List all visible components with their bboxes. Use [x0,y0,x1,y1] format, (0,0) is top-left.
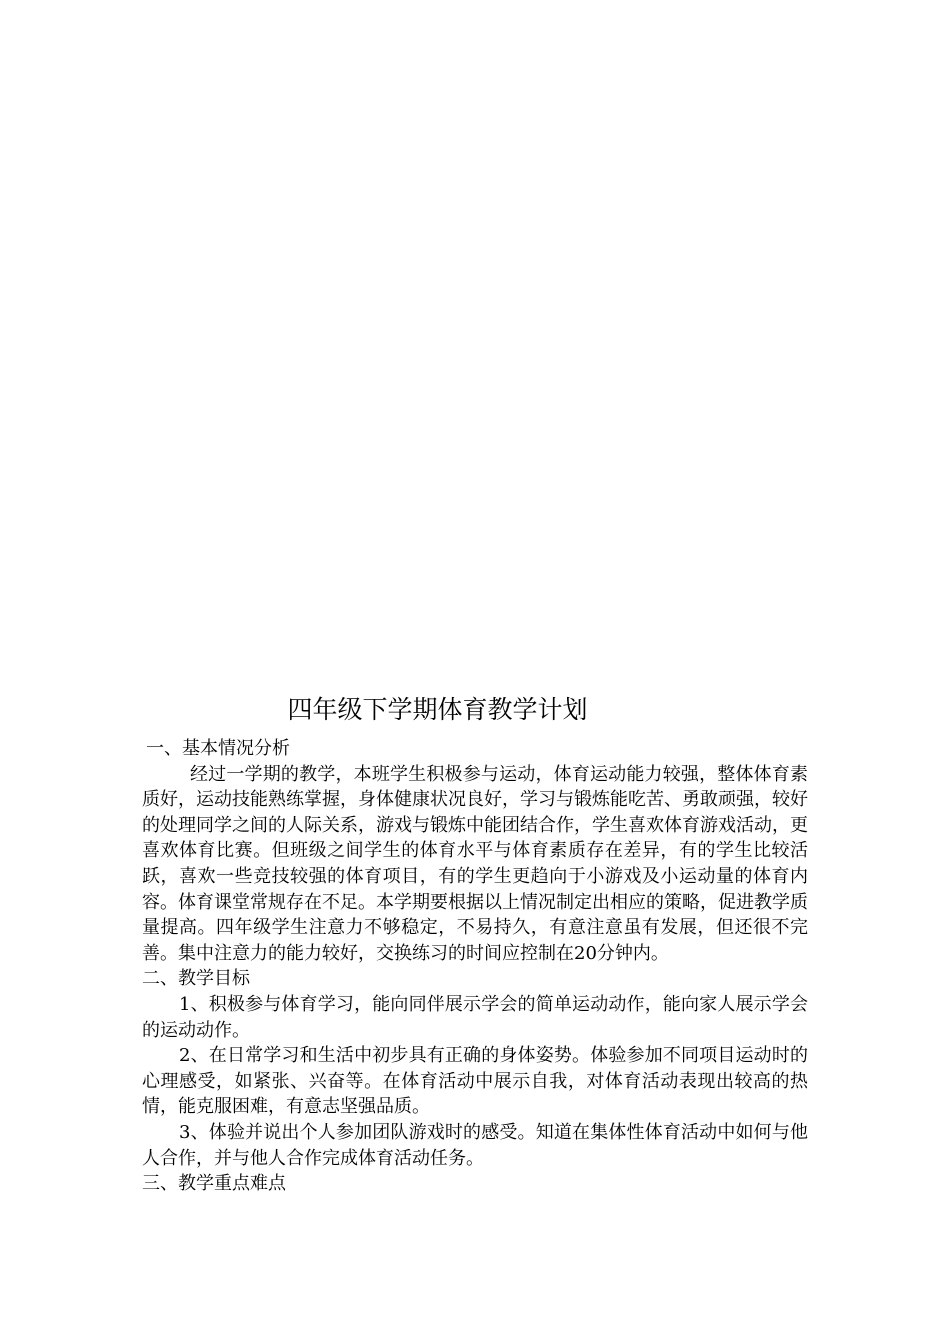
section-heading-key-points: 三、教学重点难点 [142,1173,286,1195]
document-title: 四年级下学期体育教学计划 [287,695,588,724]
section-heading-teaching-goals: 二、教学目标 [142,968,250,990]
section-heading-situation-analysis: 一、基本情况分析 [146,738,290,759]
document-body [142,736,808,1197]
paragraph-situation-analysis: 经过一学期的教学，本班学生积极参与运动，体育运动能力较强，整体体育素质好，运动技能熟练掌握，身体健康状况良好，学习与锻炼能吃苦、勇敢顽强，较好的处理同学之间的人际关系，游戏与锻炼中能团结合作，学生喜欢体育游戏活动，更喜欢体育比赛。但班级之间学生的体育水平与体育素质存在差异，有的学生比较活跃，喜欢一些竞技较强的体育项目，有的学生更趋向于小游戏及小运动量的体育内容。体育课堂常规存在不足。本学期要根据以上情况制定出相应的策略，促进教学质量提高。四年级学生注意力不够稳定，不易持久，有意注意虽有发展，但还很不完善。集中注意力的能力较好，交换练习的时间应控制在20分钟内。 [142,763,808,964]
paragraph-goal-3: 3、体验并说出个人参加团队游戏时的感受。知道在集体性体育活动中如何与他人合作，并与他人合作完成体育活动任务。 [142,1121,808,1169]
paragraph-goal-1: 1、积极参与体育学习，能向同伴展示学会的简单运动动作，能向家人展示学会的运动动作。 [142,993,808,1041]
paragraph-goal-2: 2、在日常学习和生活中初步具有正确的身体姿势。体验参加不同项目运动时的心理感受，如紧张、兴奋等。在体育活动中展示自我，对体育活动表现出较高的热情，能克服困难，有意志坚强品质。 [142,1045,808,1118]
